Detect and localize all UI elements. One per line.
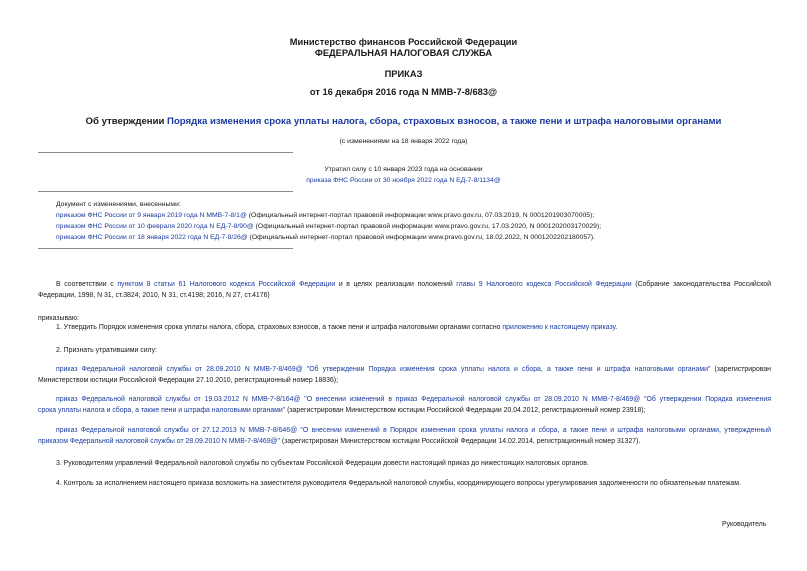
repealed-order-text: (зарегистрирован (710, 366, 771, 373)
divider (38, 152, 293, 153)
divider (38, 191, 293, 192)
title-link[interactable]: Порядка изменения срока уплаты налога, сбора, страховых взносов, а также пени и штрафа налоговыми органами (167, 116, 722, 127)
invalid-notice-text: Утратил силу с 10 января 2023 года на основании (324, 166, 483, 173)
changes-item-link[interactable]: приказом ФНС России от 18 января 2022 года N ЕД-7-8/26@ (56, 234, 248, 241)
preamble-text: (Собрание законодательства Российской (631, 281, 771, 288)
item-1-end: . (615, 324, 618, 331)
changes-item-link[interactable]: приказом ФНС России от 9 января 2019 года N ММВ-7-8/1@ (56, 212, 247, 219)
changes-item (56, 223, 601, 231)
changes-item-text: (Официальный интернет-портал правовой информации www.pravo.gov.ru, 18.02.2022, N 0001202202180057). (247, 234, 596, 241)
preamble-text: В соответствии с (56, 281, 118, 288)
title-prefix: Об утверждении (85, 116, 168, 127)
repealed-order-link[interactable]: приказ Федеральной налоговой службы от 27.12.2013 N ММВ-7-8/646@ "О внесении изменений в Порядок изменения срока уплаты налога и сбора, а также пени и штрафа налоговыми органами, утвержденный (56, 427, 771, 434)
repealed-order-line (38, 436, 640, 447)
doc-type: ПРИКАЗ (384, 69, 423, 79)
changes-heading: Документ с изменениями, внесенными: (56, 201, 181, 208)
item-3: 3. Руководителям управлений Федеральной налоговой службы по субъектам Российской Федерации довести настоящий приказ до нижестоящих налоговых органов. (56, 460, 589, 467)
item-2: 2. Признать утратившими силу: (56, 347, 157, 354)
amendment-note: (с изменениями на 18 января 2022 года) (339, 138, 468, 145)
page-title (0, 116, 807, 127)
repealed-order-line (38, 405, 646, 416)
repealed-order-line: Министерством юстиции Российской Федерации 27.10.2010, регистрационный номер 18836); (38, 377, 339, 384)
preamble-link-article[interactable]: пунктом 8 статьи 61 Налогового кодекса Российской Федерации (117, 281, 336, 288)
service-name: ФЕДЕРАЛЬНАЯ НАЛОГОВАЯ СЛУЖБА (314, 48, 493, 58)
changes-item-text: (Официальный интернет-портал правовой информации www.pravo.gov.ru, 17.03.2020, N 0001202003170029); (253, 223, 602, 230)
changes-item (56, 212, 594, 220)
doc-date-number: от 16 декабря 2016 года N ММВ-7-8/683@ (309, 87, 498, 97)
preamble-link-chapter[interactable]: главы 9 Налогового кодекса Российской Федерации (456, 281, 632, 288)
changes-item (56, 234, 595, 242)
appendix-link[interactable]: приложению к настоящему приказу (502, 324, 616, 331)
repealed-order-text: (зарегистрирован Министерством юстиции Российской Федерации 20.04.2012, регистрационный номер 23918); (285, 407, 646, 414)
divider (38, 248, 293, 249)
item-4: 4. Контроль за исполнением настоящего приказа возложить на заместителя руководителя Федеральной налоговой службы, координирующего вопросы урегулирования задолженности по обязательным платежам. (56, 480, 741, 487)
item-1 (56, 322, 617, 333)
order-word: приказываю: (38, 315, 79, 322)
repealed-order (56, 425, 771, 436)
ministry-name: Министерство финансов Российской Федерации (289, 37, 518, 47)
repealed-order-link[interactable]: срока уплаты налога и сбора, а также пени и штрафа налоговыми органами" (38, 407, 286, 414)
preamble-text: и в целях реализации положений (335, 281, 457, 288)
repealed-order (56, 364, 771, 375)
repealed-order (56, 394, 771, 405)
repealed-order-text: (зарегистрирован Министерством юстиции Российской Федерации 14.02.2014, регистрационный номер 31327). (280, 438, 641, 445)
signature: Руководитель (722, 521, 767, 528)
repealed-order-link[interactable]: приказ Федеральной налоговой службы от 19.03.2012 N ММВ-7-8/164@ "О внесении изменений в приказ Федеральной налоговой службы от 28.09.2010 N ММВ-7-8/469@ "Об утверждении Порядка изменения (56, 396, 771, 403)
item-1-text: 1. Утвердить Порядок изменения срока уплаты налога, сбора, страховых взносов, а также пени и штрафа налоговыми органами согласно (56, 324, 503, 331)
preamble-line: Федерации, 1998, N 31, ст.3824; 2010, N 31, ст.4198; 2016, N 27, ст.4176) (38, 292, 270, 299)
changes-item-text: (Официальный интернет-портал правовой информации www.pravo.gov.ru, 07.03.2019, N 0001201903070005); (246, 212, 595, 219)
repealed-order-link[interactable]: приказ Федеральной налоговой службы от 28.09.2010 N ММВ-7-8/469@ "Об утверждении Порядка изменения срока уплаты налога и сбора, а также пени и штрафа налоговыми органами" (56, 366, 711, 373)
preamble-line (56, 279, 771, 290)
repealed-order-link[interactable]: приказом Федеральной налоговой службы от 28.09.2010 N ММВ-7-8/469@" (38, 438, 281, 445)
changes-item-link[interactable]: приказом ФНС России от 10 февраля 2020 года N ЕД-7-8/90@ (56, 223, 254, 230)
invalid-notice-link[interactable]: приказа ФНС России от 30 ноября 2022 года N ЕД-7-8/1134@ (306, 177, 501, 184)
